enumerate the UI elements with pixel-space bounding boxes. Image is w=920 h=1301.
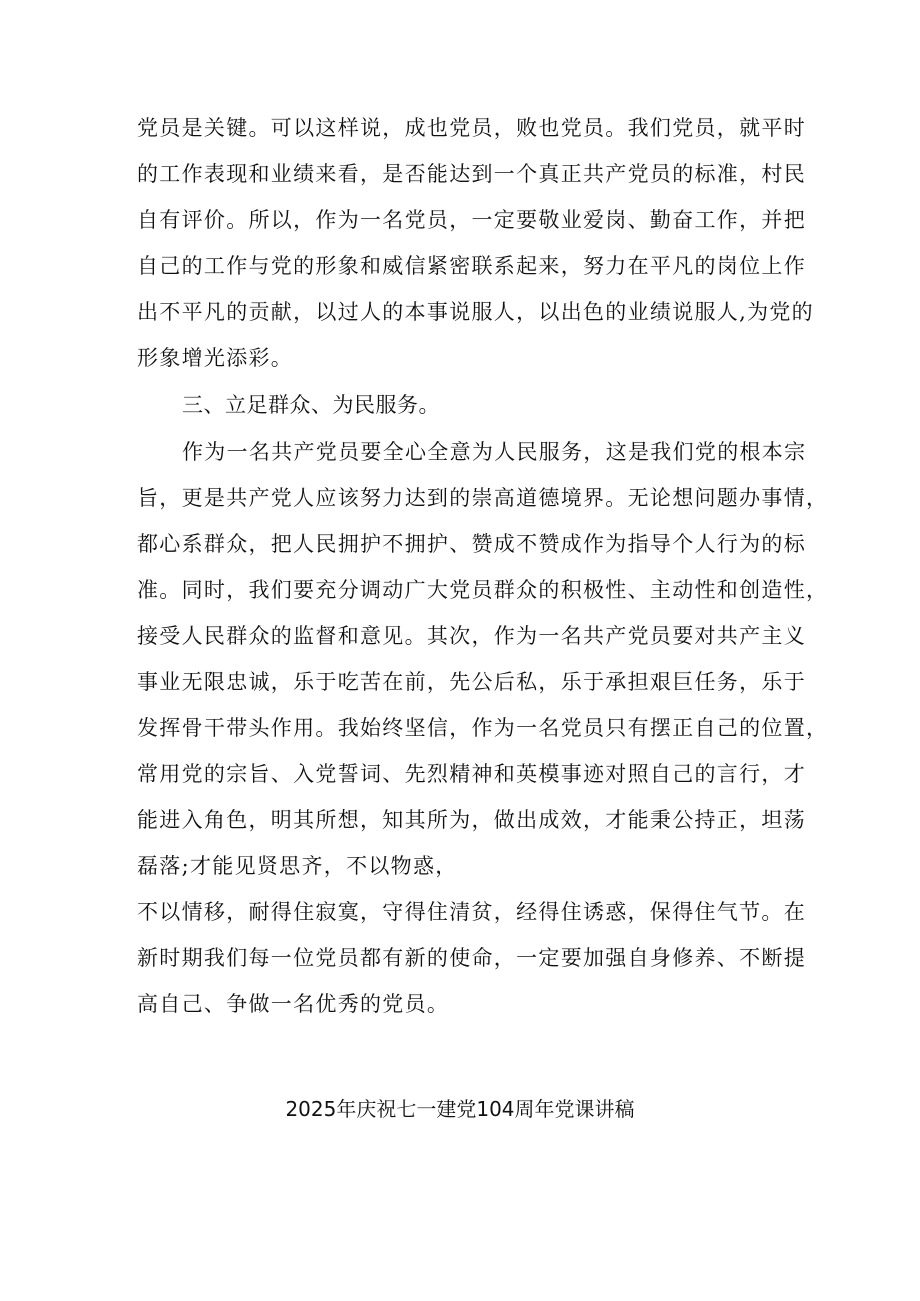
paragraph-line: 形象增光添彩。 [137, 346, 294, 370]
paragraph-line: 自己的工作与党的形象和威信紧密联系起来，努力在平凡的岗位上作 [137, 254, 806, 278]
paragraph-line: 准。同时，我们要充分调动广大党员群众的积极性、主动性和创造性， [137, 578, 829, 602]
paragraph-line: 出不平凡的贡献，以过人的本事说服人，以出色的业绩说服人,为党的 [137, 300, 814, 324]
section-heading: 三、立足群众、为民服务。 [182, 393, 440, 417]
document-title: 2025年庆祝七一建党104周年党课讲稿 [285, 1097, 635, 1121]
paragraph-line: 新时期我们每一位党员都有新的使命，一定要加强自身修养、不断提 [137, 946, 806, 970]
paragraph-line: 党员是关键。可以这样说，成也党员，败也党员。我们党员，就平时 [137, 116, 806, 140]
paragraph-line: 接受人民群众的监督和意见。其次，作为一名共产党员要对共产主义 [137, 624, 806, 648]
paragraph-line: 作为一名共产党员要全心全意为人民服务，这是我们党的根本宗 [182, 440, 807, 464]
paragraph-line: 自有评价。所以，作为一名党员，一定要敬业爱岗、勤奋工作，并把 [137, 208, 806, 232]
paragraph-line: 常用党的宗旨、入党誓词、先烈精神和英模事迹对照自己的言行，才 [137, 762, 806, 786]
paragraph-line: 发挥骨干带头作用。我始终坚信，作为一名党员只有摆正自己的位置， [137, 716, 829, 740]
paragraph-line: 能进入角色，明其所想，知其所为，做出成效，才能秉公持正，坦荡 [137, 808, 806, 832]
paragraph-line: 磊落;才能见贤思齐，不以物惑， [137, 854, 458, 878]
paragraph-line: 高自己、争做一名优秀的党员。 [137, 992, 450, 1016]
paragraph-line: 的工作表现和业绩来看，是否能达到一个真正共产党员的标准，村民 [137, 162, 806, 186]
paragraph-line: 旨，更是共产党人应该努力达到的崇高道德境界。无论想问题办事情， [137, 486, 829, 510]
paragraph-line: 不以情移，耐得住寂寞，守得住清贫，经得住诱惑，保得住气节。在 [137, 900, 806, 924]
paragraph-line: 都心系群众，把人民拥护不拥护、赞成不赞成作为指导个人行为的标 [137, 532, 806, 556]
paragraph-line: 事业无限忠诚，乐于吃苦在前，先公后私，乐于承担艰巨任务，乐于 [137, 670, 806, 694]
